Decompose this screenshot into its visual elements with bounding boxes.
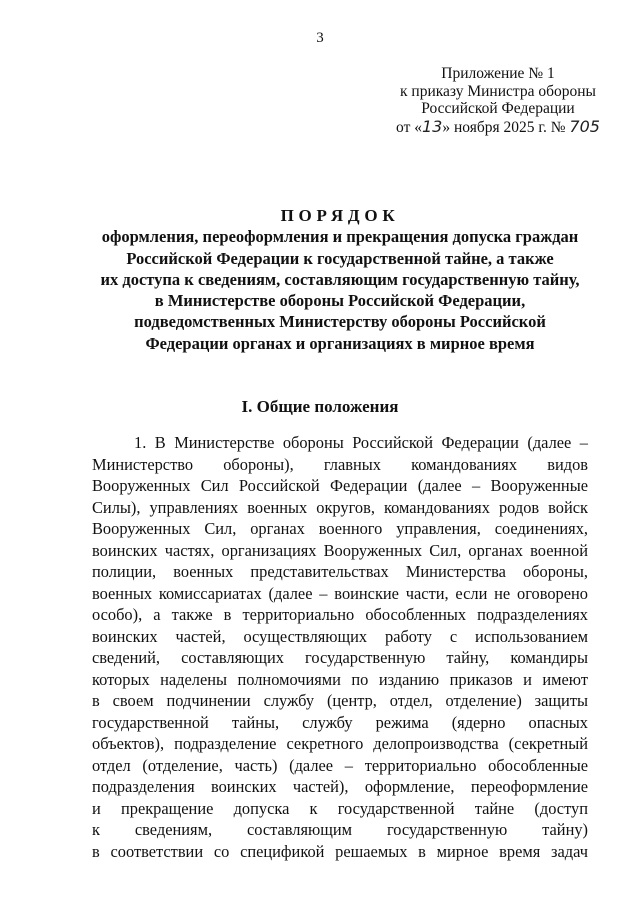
body-line: полиции, военных представительствах Министерства обороны, [92, 562, 588, 581]
handwritten-day: 13 [422, 116, 443, 136]
appendix-title: Приложение № 1 [441, 65, 555, 82]
body-line: и прекращение допуска к государственной тайне (доступ [92, 798, 588, 818]
body-line: Вооруженных Сил, органах военного управления, соединениях, [92, 519, 588, 538]
title-line: в Министерстве обороны Российской Федерации, [154, 291, 526, 311]
body-line: государственной тайны, службу режима (ядерно опасных [92, 712, 588, 732]
title-line: Российской Федерации к государственной тайне, а также [126, 248, 554, 268]
body-line: воинских частей, осуществляющих работу с использованием [92, 626, 588, 646]
body-line: Вооруженных Сил Российской Федерации (далее – Вооруженные [92, 476, 588, 495]
section-heading: I. Общие положения [241, 397, 399, 416]
body-line: Силы), управлениях военных округов, командованиях родов войск [92, 497, 588, 517]
appendix-country: Российской Федерации [421, 100, 575, 117]
title-line: их доступа к сведениям, составляющим государственную тайну, [100, 269, 580, 289]
date-prefix: от « [396, 118, 422, 136]
body-line: в своем подчинении службу (центр, отдел, отделение) защиты [92, 691, 588, 710]
body-line: Министерство обороны), главных командованиях видов [92, 454, 588, 474]
title-word: ПОРЯДОК [280, 206, 400, 225]
body-line: отдел (отделение, часть) (далее – территориально обособленные [92, 755, 588, 775]
body-line: особо), а также в территориально обособленных подразделениях [92, 605, 588, 624]
date-middle: » ноября 2025 г. № [442, 118, 566, 136]
body-line: 1. В Министерстве обороны Российской Федерации (далее – [134, 433, 588, 452]
body-line: военных комиссариатах (далее – воинские части, если не оговорено [92, 583, 588, 603]
body-line: сведений, составляющих государственную тайну, командиры [92, 648, 588, 667]
body-line: к сведениям, составляющим государственную тайну) [92, 820, 588, 839]
title-line: оформления, переоформления и прекращения допуска граждан [101, 227, 579, 247]
title-line: Федерации органах и организациях в мирное время [145, 333, 535, 353]
appendix-date-line [388, 118, 608, 137]
appendix-order-ref: к приказу Министра обороны [400, 82, 596, 100]
document-title [60, 205, 620, 354]
body-line: объектов), подразделение секретного делопроизводства (секретный [92, 734, 588, 753]
handwritten-number: 705 [569, 116, 600, 136]
body-paragraph [92, 432, 588, 862]
title-line: подведомственных Министерству обороны Российской [134, 312, 546, 332]
body-line: воинских частях, организациях Вооруженных Сил, органах военной [92, 540, 588, 560]
body-line: которых наделены полномочиями по изданию приказов и имеют [92, 669, 588, 689]
body-line: в соответствии со спецификой решаемых в мирное время задач [92, 841, 588, 861]
page-number: 3 [316, 30, 324, 46]
body-line: подразделения воинских частей), оформление, переоформление [92, 777, 588, 796]
appendix-header [388, 65, 608, 136]
